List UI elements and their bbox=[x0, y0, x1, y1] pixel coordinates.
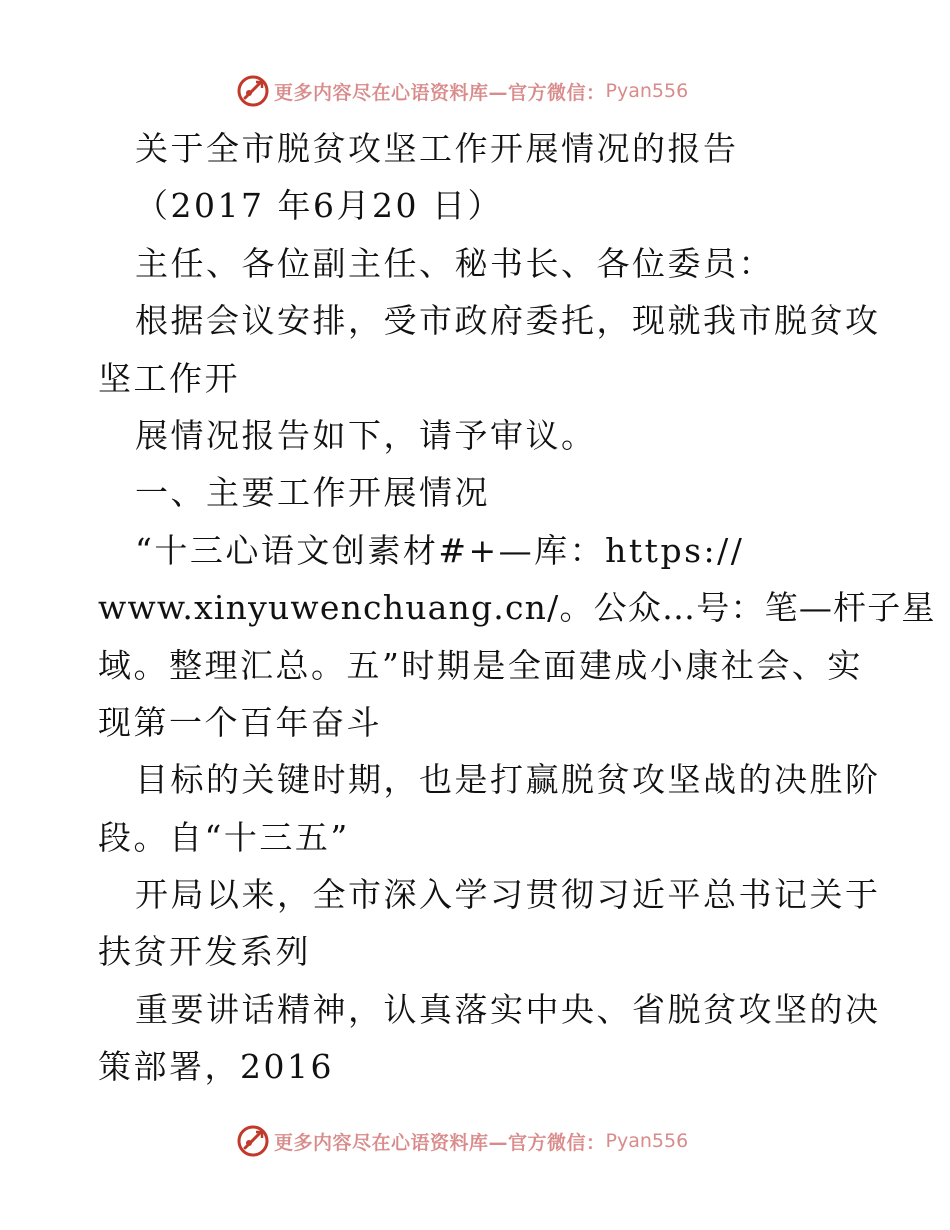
paragraph-line: 域。整理汇总。五”时期是全面建成小康社会、实 bbox=[98, 645, 863, 685]
paragraph-line: 重要讲话精神，认真落实中央、省脱贫攻坚的决 bbox=[135, 989, 881, 1029]
paragraph-line: www.xinyuwenchuang.cn/。公众…号：笔—杆子星 bbox=[98, 588, 936, 628]
paragraph-line: 坚工作开 bbox=[98, 358, 240, 398]
watermark-text: 更多内容尽在心语资料库—官方微信： bbox=[274, 81, 606, 104]
header-watermark bbox=[236, 74, 688, 108]
salutation: 主任、各位副主任、秘书长、各位委员： bbox=[135, 243, 774, 283]
document-date: （2017 年6月20 日） bbox=[135, 186, 503, 226]
document-title: 关于全市脱贫攻坚工作开展情况的报告 bbox=[135, 129, 739, 168]
paragraph-line: 策部署，2016 bbox=[98, 1047, 334, 1087]
paragraph-line: 现第一个百年奋斗 bbox=[98, 702, 382, 742]
paragraph-line: 扶贫开发系列 bbox=[98, 932, 311, 972]
logo-icon bbox=[236, 1124, 270, 1158]
paragraph-line: 段。自“十三五” bbox=[98, 817, 350, 857]
section-heading: 一、主要工作开展情况 bbox=[135, 473, 490, 513]
paragraph-line: “十三心语文创素材#+—库：https:// bbox=[135, 530, 745, 570]
footer-watermark bbox=[236, 1124, 688, 1158]
paragraph-line: 根据会议安排，受市政府委托，现就我市脱贫攻 bbox=[135, 301, 881, 341]
watermark-wechat-id: Pyan556 bbox=[605, 1130, 689, 1152]
watermark-wechat-id: Pyan556 bbox=[605, 80, 689, 102]
watermark-text: 更多内容尽在心语资料库—官方微信： bbox=[274, 1131, 606, 1154]
logo-icon bbox=[236, 74, 270, 108]
paragraph-line: 开局以来，全市深入学习贯彻习近平总书记关于 bbox=[135, 875, 881, 915]
paragraph-line: 展情况报告如下，请予审议。 bbox=[135, 415, 597, 455]
document-body bbox=[98, 120, 936, 1096]
paragraph-line: 目标的关键时期，也是打赢脱贫攻坚战的决胜阶 bbox=[135, 760, 881, 800]
